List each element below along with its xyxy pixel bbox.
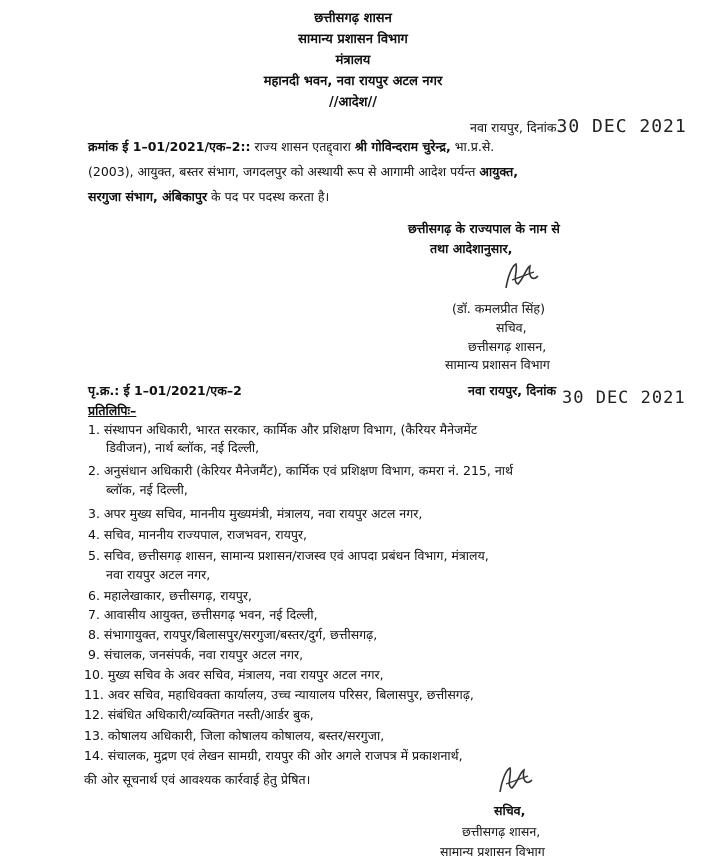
- copy-item-cont: डिवीजन), नार्थ ब्लॉक, नई दिल्ली,: [106, 440, 260, 455]
- signature-mark: [498, 258, 542, 298]
- order-line-3: सरगुजा संभाग, अंबिकापुर के पद पर पदस्थ करता है।: [88, 189, 330, 204]
- copy-item: 4. सचिव, माननीय राज्यपाल, राजभवन, रायपुर,: [88, 527, 308, 542]
- copy-item: 7. आवासीय आयुक्त, छत्तीसगढ़ भवन, नई दिल्ली,: [88, 607, 318, 622]
- order-title: //आदेश//: [328, 95, 378, 110]
- posting-place: सरगुजा संभाग, अंबिकापुर: [88, 189, 208, 204]
- dateline-place: नवा रायपुर, दिनांक: [470, 120, 557, 135]
- signatory-designation-2: सचिव,: [494, 803, 526, 818]
- endorsement-dateline: [468, 382, 556, 399]
- department-heading: सामान्य प्रशासन विभाग: [298, 32, 408, 47]
- endorsement-date-stamp: 30 DEC 2021: [562, 388, 686, 408]
- copy-item: 9. संचालक, जनसंपर्क, नवा रायपुर अटल नगर,: [88, 647, 304, 662]
- endorsement-reference: पृ.क्र.: ई 1–01/2021/एक–2: [88, 383, 242, 398]
- copy-item: 11. अवर सचिव, महाधिवक्ता कार्यालय, उच्च न्यायालय परिसर, बिलासपुर, छत्तीसगढ़,: [84, 687, 474, 702]
- copy-item: 6. महालेखाकार, छत्तीसगढ़, रायपुर,: [88, 588, 252, 603]
- signatory-govt: छत्तीसगढ़ शासन,: [468, 339, 547, 354]
- copy-heading: प्रतिलिपिः–: [88, 403, 137, 418]
- signatory-designation: सचिव,: [496, 320, 527, 335]
- ministry-heading: मंत्रालय: [335, 53, 371, 68]
- copy-item-cont: ब्लॉक, नई दिल्ली,: [106, 482, 188, 497]
- order-line-1: क्रमांक ई 1–01/2021/एक–2:: राज्य शासन एतद्द्वारा श्री गोविन्दराम चुरेन्द्र, भा.प्र.से.: [88, 139, 495, 154]
- signatory-department: सामान्य प्रशासन विभाग: [445, 357, 550, 372]
- address-heading: महानदी भवन, नवा रायपुर अटल नगर: [263, 74, 443, 89]
- endorsement-place: नवा रायपुर, दिनांक: [468, 383, 557, 398]
- order-line-2: (2003), आयुक्त, बस्तर संभाग, जगदलपुर को अस्थायी रूप से आगामी आदेश पर्यन्त आयुक्त,: [88, 164, 518, 179]
- copy-item-cont: नवा रायपुर अटल नगर,: [106, 567, 211, 582]
- closing-line: की ओर सूचनार्थ एवं आवश्यक कार्रवाई हेतु प्रेषित।: [84, 772, 311, 787]
- copy-item: 8. संभागायुक्त, रायपुर/बिलासपुर/सरगुजा/बस्तर/दुर्ग, छत्तीसगढ़,: [88, 627, 378, 642]
- date-stamp: 30 DEC 2021: [556, 116, 687, 137]
- copy-item: 3. अपर मुख्य सचिव, माननीय मुख्यमंत्री, मंत्रालय, नवा रायपुर अटल नगर,: [88, 506, 423, 521]
- signature-mark: [494, 762, 534, 802]
- order-reference: क्रमांक ई 1–01/2021/एक–2::: [88, 139, 251, 154]
- signatory-name: (डॉ. कमलप्रीत सिंह): [452, 301, 545, 316]
- copy-item: 14. संचालक, मुद्रण एवं लेखन सामग्री, रायपुर की ओर अगले राजपत्र में प्रकाशनार्थ,: [84, 748, 463, 763]
- copy-item: 5. सचिव, छत्तीसगढ़ शासन, सामान्य प्रशासन/राजस्व एवं आपदा प्रबंधन विभाग, मंत्रालय,: [88, 548, 489, 563]
- copy-item: 1. संस्थापन अधिकारी, भारत सरकार, कार्मिक और प्रशिक्षण विभाग, (कैरियर मैनेजमेंट: [88, 422, 478, 437]
- signatory-govt-2: छत्तीसगढ़ शासन,: [462, 824, 541, 839]
- authority-line-1: छत्तीसगढ़ के राज्यपाल के नाम से: [408, 221, 560, 236]
- dateline: [470, 116, 687, 137]
- officer-name: श्री गोविन्दराम चुरेन्द्र,: [354, 139, 451, 154]
- copy-item: 13. कोषालय अधिकारी, जिला कोषालय कोषालय, बस्तर/सरगुजा,: [84, 728, 385, 743]
- copy-item: 12. संबंधित अधिकारी/व्यक्तिगत नस्ती/आर्डर बुक,: [84, 707, 314, 722]
- copy-item: 10. मुख्य सचिव के अवर सचिव, मंत्रालय, नवा रायपुर अटल नगर,: [84, 667, 384, 682]
- govt-heading: छत्तीसगढ़ शासन: [314, 11, 392, 26]
- copy-item: 2. अनुसंधान अधिकारी (केरियर मैनेजमैंट), कार्मिक एवं प्रशिक्षण विभाग, कमरा नं. 215, नार्थ: [88, 463, 513, 478]
- signatory-department-2: सामान्य प्रशासन विभाग: [440, 844, 545, 859]
- authority-line-2: तथा आदेशानुसार,: [430, 241, 513, 256]
